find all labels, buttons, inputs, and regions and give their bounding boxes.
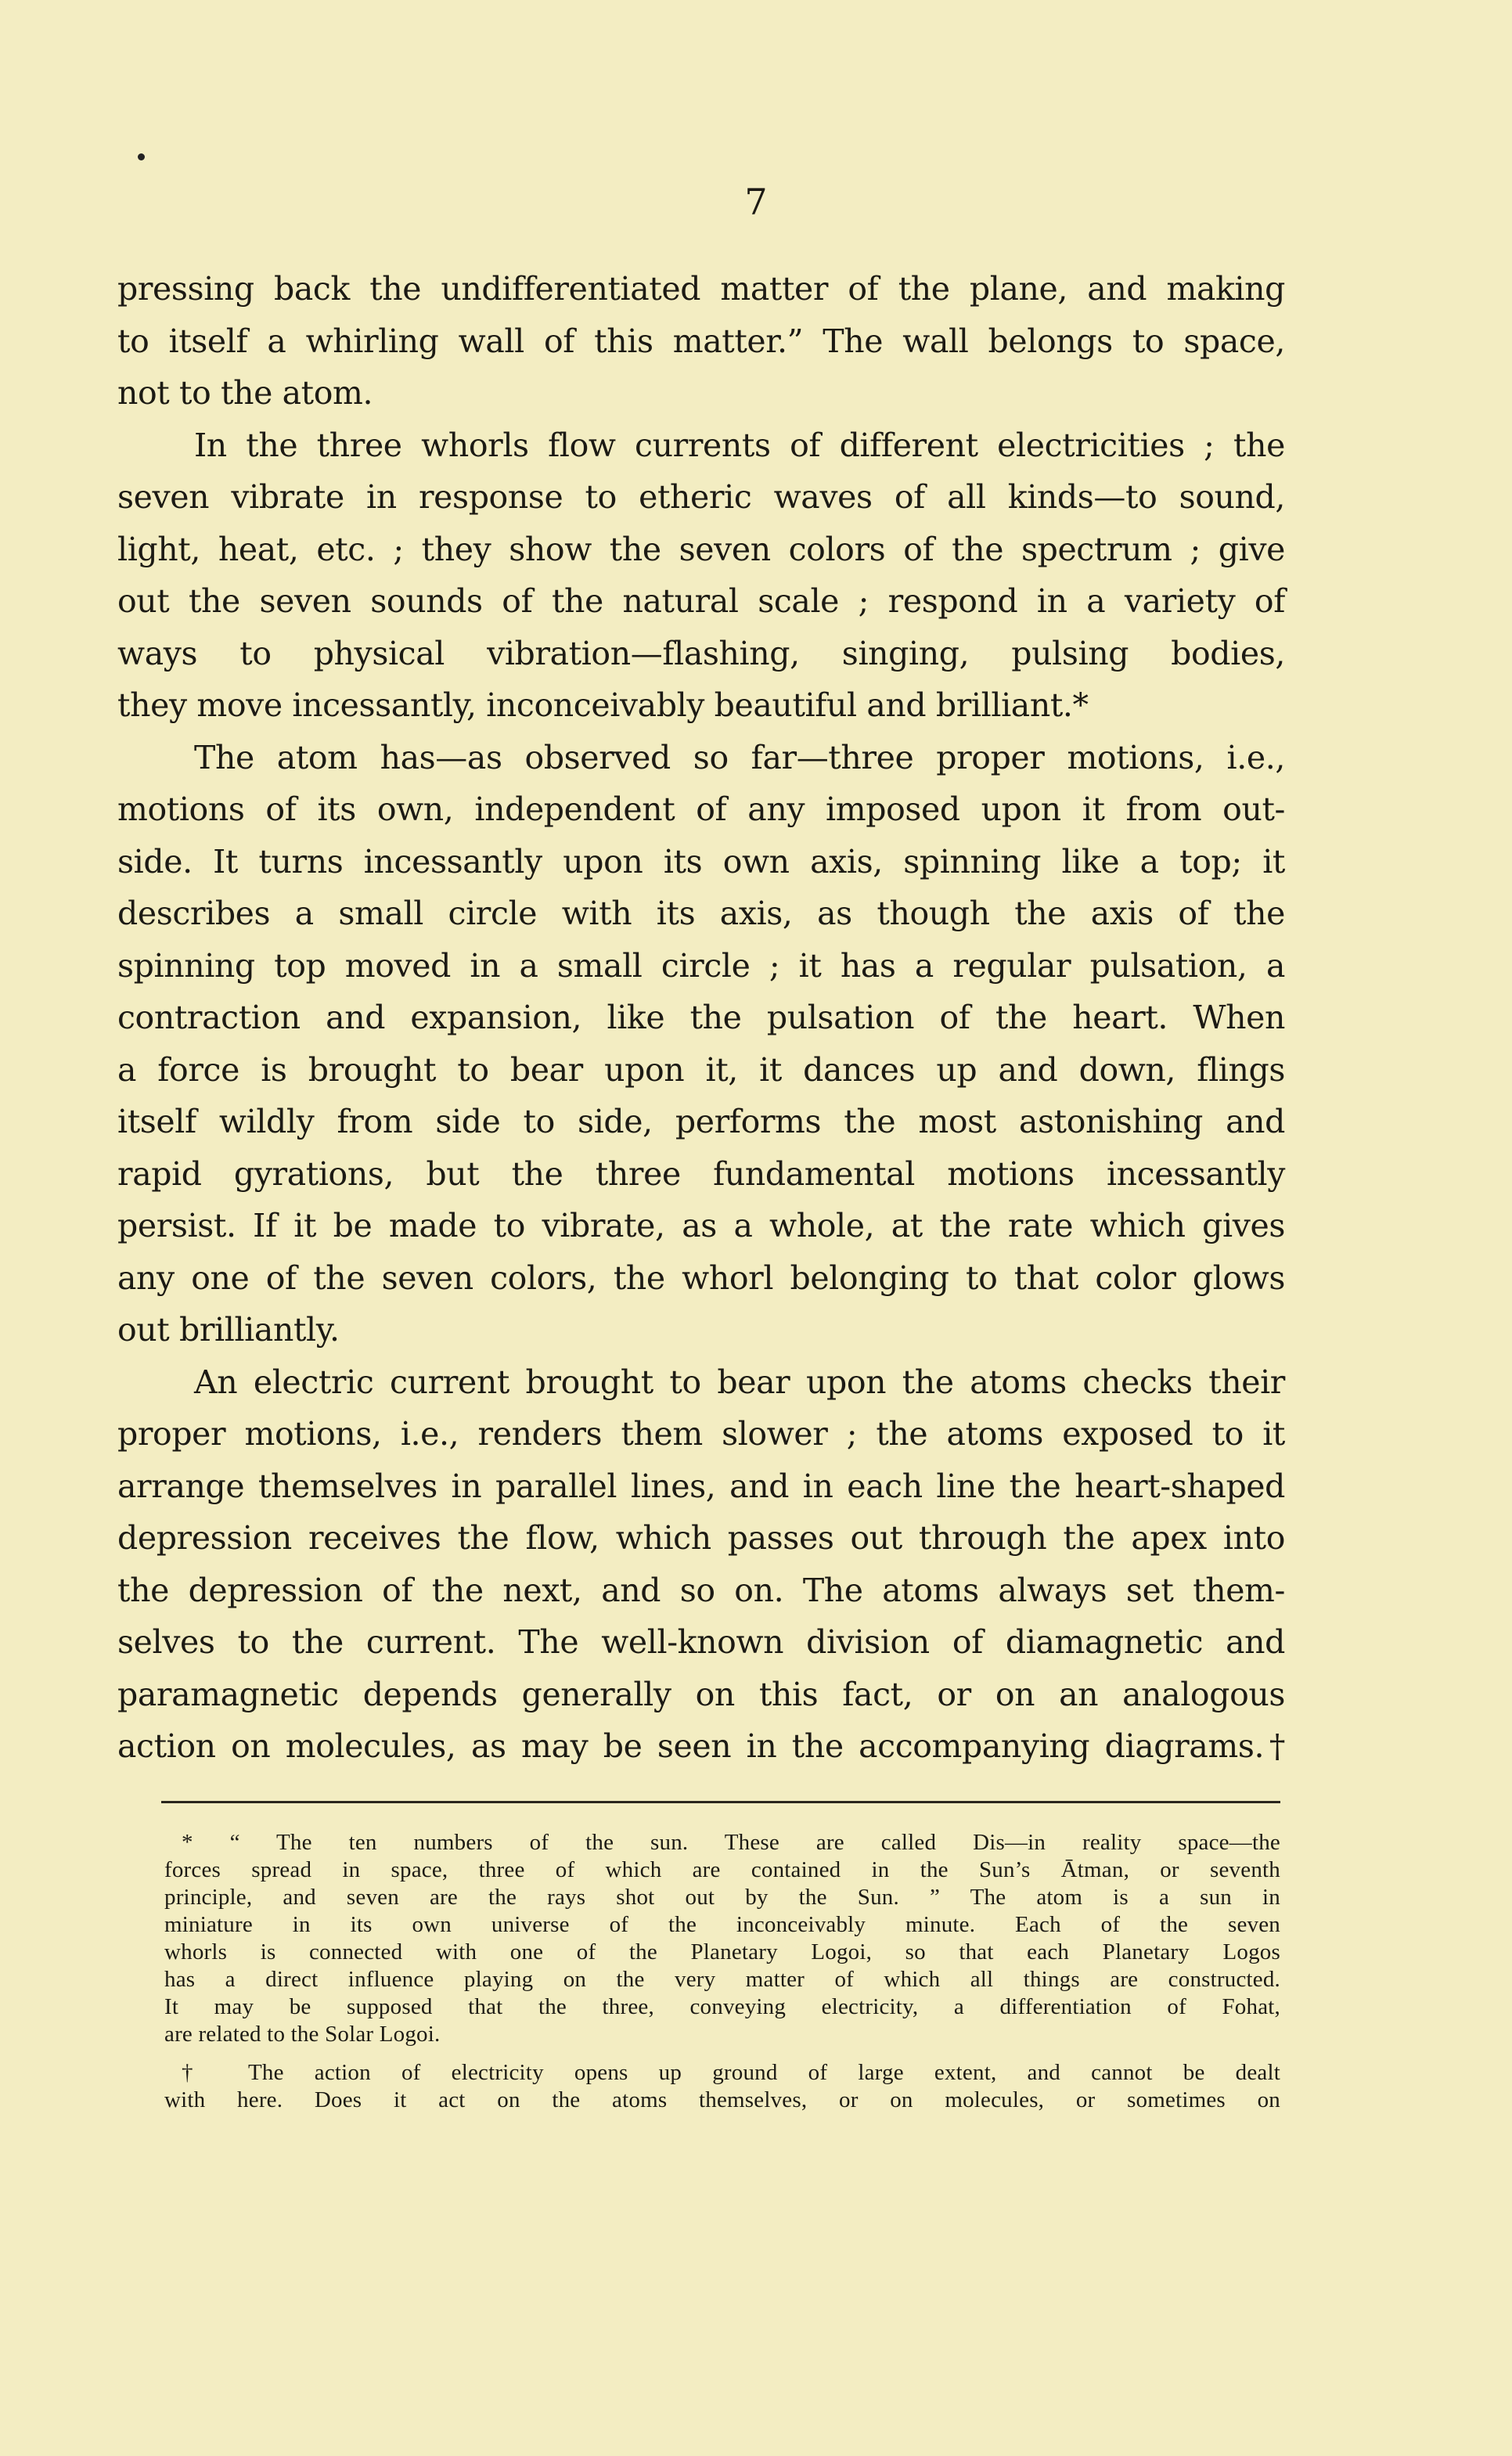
footnote-line: with here. Does it act on the atoms themselves, or on molecules, or sometimes on (164, 2087, 1280, 2112)
body-line: proper motions, i.e., renders them slower ; the atoms exposed to it (117, 1415, 1285, 1453)
body-line: the depression of the next, and so on. The atoms always set them- (117, 1571, 1285, 1609)
page-number: 7 (744, 181, 768, 223)
body-line: not to the atom. (117, 374, 373, 412)
ink-speck (138, 153, 145, 160)
footnote-line: forces spread in space, three of which are contained in the Sun’s Ātman, or seventh (164, 1857, 1280, 1882)
footnotes (164, 1829, 1280, 2114)
body-line: paramagnetic depends generally on this fact, or on an analogous (117, 1675, 1285, 1713)
footnote-line: * “ The ten numbers of the sun. These are called Dis—in reality space—the (182, 1830, 1280, 1855)
footnote-dagger (164, 2059, 1280, 2114)
body-line: side. It turns incessantly upon its own axis, spinning like a top; it (117, 842, 1285, 880)
footnote-line: miniature in its own universe of the inconceivably minute. Each of the seven (164, 1912, 1280, 1937)
body-line: to itself a whirling wall of this matter.” The wall belongs to space, (117, 322, 1285, 360)
body-line: contraction and expansion, like the pulsation of the heart. When (117, 999, 1285, 1036)
body-line: light, heat, etc. ; they show the seven colors of the spectrum ; give (117, 530, 1285, 568)
body-line: itself wildly from side to side, performs the most astonishing and (117, 1103, 1285, 1140)
body-line: ways to physical vibration—flashing, singing, pulsing bodies, (117, 634, 1285, 672)
body-line: out the seven sounds of the natural scale ; respond in a variety of (117, 582, 1285, 620)
body-line: rapid gyrations, but the three fundamental motions incessantly (117, 1154, 1285, 1193)
body-line: a force is brought to bear upon it, it dances up and down, flings (117, 1050, 1285, 1089)
body-line: arrange themselves in parallel lines, and in each line the heart-shaped (117, 1467, 1285, 1505)
footnote-line: whorls is connected with one of the Planetary Logoi, so that each Planetary Logos (164, 1939, 1280, 1964)
paragraph-start-line: The atom has—as observed so far—three proper motions, i.e., (194, 738, 1285, 776)
body-line: persist. If it be made to vibrate, as a whole, at the rate which gives (117, 1207, 1285, 1244)
body-line: action on molecules, as may be seen in the accompanying diagrams.† (117, 1727, 1285, 1765)
footnote-line: It may be supposed that the three, conveying electricity, a differentiation of Fohat, (164, 1994, 1280, 2019)
body-line: spinning top moved in a small circle ; it has a regular pulsation, a (117, 946, 1285, 985)
footnote-star (164, 1829, 1280, 2048)
body-line: selves to the current. The well-known division of diamagnetic and (117, 1623, 1285, 1661)
body-line: they move incessantly, inconceivably beautiful and brilliant.* (117, 686, 1089, 724)
body-line: any one of the seven colors, the whorl belonging to that color glows (117, 1259, 1285, 1297)
footnote-line: has a direct influence playing on the very matter of which all things are constructed. (164, 1967, 1280, 1992)
footnote-line: principle, and seven are the rays shot out by the Sun. ” The atom is a sun in (164, 1885, 1280, 1910)
paragraph-start-line: An electric current brought to bear upon the atoms checks their (194, 1363, 1285, 1401)
body-line: depression receives the flow, which passes out through the apex into (117, 1519, 1285, 1557)
footnote-separator-rule (161, 1801, 1280, 1803)
paragraph-start-line: In the three whorls flow currents of different electricities ; the (194, 426, 1285, 464)
body-text (117, 263, 1285, 1773)
body-line: pressing back the undifferentiated matter of the plane, and making (117, 270, 1285, 308)
footnote-line: † The action of electricity opens up ground of large extent, and cannot be dealt (182, 2060, 1280, 2085)
footnote-gap (164, 2048, 1280, 2059)
body-line: seven vibrate in response to etheric waves of all kinds—to sound, (117, 478, 1285, 516)
body-line: motions of its own, independent of any imposed upon it from out- (117, 790, 1285, 828)
body-line: out brilliantly. (117, 1311, 340, 1349)
body-line: describes a small circle with its axis, as though the axis of the (117, 895, 1285, 932)
footnote-line: are related to the Solar Logoi. (164, 2022, 441, 2047)
